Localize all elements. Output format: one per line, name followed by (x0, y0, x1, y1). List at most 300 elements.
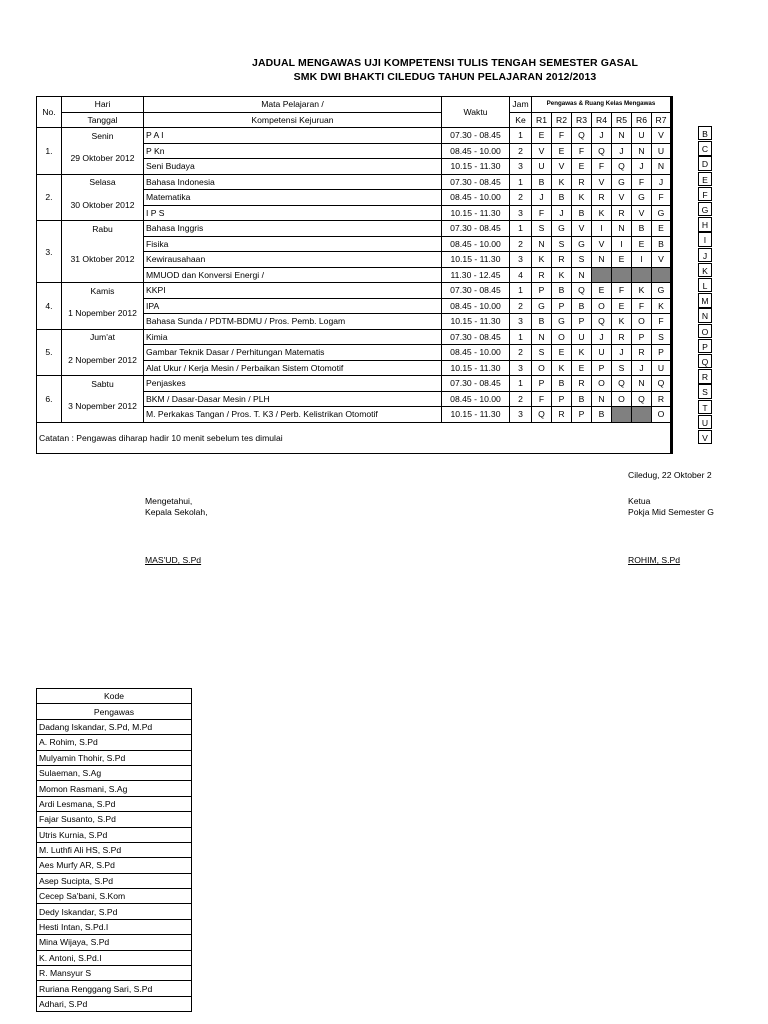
pengawas-name: Mina Wijaya, S.Pd (37, 935, 192, 950)
list-item (37, 812, 192, 827)
room-code-cell: K (572, 190, 592, 206)
side-letter: P (698, 339, 712, 353)
room-code-cell: K (552, 267, 572, 283)
room-code-cell: N (532, 329, 552, 345)
room-code-cell: O (632, 314, 652, 330)
room-code-cell (632, 267, 652, 283)
room-code-cell: K (572, 345, 592, 361)
room-code-cell: Q (592, 143, 612, 159)
time-cell: 08.45 - 10.00 (442, 236, 510, 252)
right-sign-line2: Pokja Mid Semester G (628, 507, 714, 517)
side-letter: H (698, 217, 712, 231)
subject-cell: Bahasa Inggris (144, 221, 442, 237)
subject-cell: Bahasa Sunda / PDTM-BDMU / Pros. Pemb. Logam (144, 314, 442, 330)
side-letter: C (698, 141, 712, 155)
left-sign-line1: Mengetahui, (145, 496, 193, 506)
room-code-cell: P (592, 360, 612, 376)
table-row (37, 143, 672, 159)
period-cell: 1 (510, 376, 532, 392)
side-letter: L (698, 278, 712, 292)
table-row (37, 190, 672, 206)
room-code-cell: F (532, 391, 552, 407)
table-row (37, 376, 672, 392)
room-code-cell (592, 267, 612, 283)
room-code-cell: U (632, 128, 652, 144)
room-code-cell: R (592, 190, 612, 206)
room-code-cell: G (532, 298, 552, 314)
room-code-cell: R (612, 205, 632, 221)
day-date: 31 Oktober 2012 (62, 236, 144, 283)
room-code-cell: F (652, 314, 672, 330)
period-cell: 3 (510, 252, 532, 268)
period-cell: 3 (510, 205, 532, 221)
time-cell: 10.15 - 11.30 (442, 159, 510, 175)
room-code-cell: F (572, 143, 592, 159)
list-item (37, 827, 192, 842)
pengawas-name: Dedy Iskandar, S.Pd (37, 904, 192, 919)
side-letter: E (698, 172, 712, 186)
room-code-cell: S (552, 236, 572, 252)
period-cell: 2 (510, 190, 532, 206)
room-code-cell: Q (612, 159, 632, 175)
header-room: R7 (652, 112, 672, 128)
subject-cell: KKPI (144, 283, 442, 299)
pengawas-header: Pengawas (37, 704, 192, 719)
pengawas-name: Cecep Sa'bani, S.Kom (37, 889, 192, 904)
header-jam: Jam (510, 97, 532, 113)
side-letter: Q (698, 354, 712, 368)
schedule-table (36, 96, 673, 454)
list-item (37, 966, 192, 981)
room-code-cell: I (592, 221, 612, 237)
room-code-cell: R (572, 174, 592, 190)
day-name: Rabu (62, 221, 144, 237)
day-number: 5. (37, 329, 62, 376)
pengawas-name: Adhari, S.Pd (37, 996, 192, 1011)
period-cell: 2 (510, 391, 532, 407)
time-cell: 10.15 - 11.30 (442, 360, 510, 376)
period-cell: 3 (510, 360, 532, 376)
room-code-cell: P (552, 298, 572, 314)
room-code-cell: J (632, 360, 652, 376)
room-code-cell: N (632, 143, 652, 159)
header-room: R5 (612, 112, 632, 128)
room-code-cell: I (632, 252, 652, 268)
room-code-cell: Q (632, 391, 652, 407)
room-code-cell: S (652, 329, 672, 345)
period-cell: 2 (510, 236, 532, 252)
side-letter: G (698, 202, 712, 216)
header-mapel: Mata Pelajaran / (144, 97, 442, 113)
room-code-cell: B (592, 407, 612, 423)
room-code-cell (632, 407, 652, 423)
room-code-cell: K (592, 205, 612, 221)
subject-cell: Kewirausahaan (144, 252, 442, 268)
time-cell: 07.30 - 08.45 (442, 128, 510, 144)
room-code-cell: N (632, 376, 652, 392)
room-code-cell: S (532, 345, 552, 361)
room-code-cell: E (632, 236, 652, 252)
side-letter: N (698, 308, 712, 322)
room-code-cell: U (652, 360, 672, 376)
side-letter: I (698, 232, 712, 246)
table-row (37, 221, 672, 237)
room-code-cell (612, 267, 632, 283)
room-code-cell: B (572, 205, 592, 221)
room-code-cell: P (552, 391, 572, 407)
room-code-cell: O (552, 329, 572, 345)
room-code-cell: N (612, 128, 632, 144)
subject-cell: BKM / Dasar-Dasar Mesin / PLH (144, 391, 442, 407)
list-item (37, 719, 192, 734)
pengawas-name: Fajar Susanto, S.Pd (37, 812, 192, 827)
room-code-cell: K (552, 360, 572, 376)
header-no: No. (37, 97, 62, 128)
period-cell: 3 (510, 407, 532, 423)
day-name: Sabtu (62, 376, 144, 392)
time-cell: 08.45 - 10.00 (442, 391, 510, 407)
header-room: R6 (632, 112, 652, 128)
header-kompetensi: Kompetensi Kejuruan (144, 112, 442, 128)
period-cell: 3 (510, 159, 532, 175)
room-code-cell: P (652, 345, 672, 361)
room-code-cell: N (652, 159, 672, 175)
room-code-cell: O (592, 376, 612, 392)
room-code-cell: B (652, 236, 672, 252)
subject-cell: Seni Budaya (144, 159, 442, 175)
room-code-cell: J (612, 345, 632, 361)
room-code-cell: F (532, 205, 552, 221)
room-code-cell (612, 407, 632, 423)
room-code-cell: J (652, 174, 672, 190)
room-code-cell: J (632, 159, 652, 175)
period-cell: 1 (510, 221, 532, 237)
room-code-cell: V (552, 159, 572, 175)
left-sign-line2: Kepala Sekolah, (145, 507, 208, 517)
period-cell: 3 (510, 314, 532, 330)
period-cell: 1 (510, 128, 532, 144)
room-code-cell: K (612, 314, 632, 330)
right-sign-line1: Ketua (628, 496, 651, 506)
room-code-cell: E (552, 345, 572, 361)
room-code-cell: B (572, 298, 592, 314)
subject-cell: Alat Ukur / Kerja Mesin / Perbaikan Sistem Otomotif (144, 360, 442, 376)
period-cell: 1 (510, 283, 532, 299)
room-code-cell: O (612, 391, 632, 407)
day-name: Kamis (62, 283, 144, 299)
time-cell: 10.15 - 11.30 (442, 205, 510, 221)
pengawas-name: K. Antoni, S.Pd.I (37, 950, 192, 965)
room-code-cell: J (592, 329, 612, 345)
header-row (37, 97, 672, 113)
subject-cell: Gambar Teknik Dasar / Perhitungan Matematis (144, 345, 442, 361)
room-code-cell: N (592, 252, 612, 268)
subject-cell: Bahasa Indonesia (144, 174, 442, 190)
pengawas-name: Asep Sucipta, S.Pd (37, 873, 192, 888)
period-cell: 2 (510, 345, 532, 361)
day-number: 1. (37, 128, 62, 175)
place-date: Ciledug, 22 Oktober 2 (628, 470, 712, 480)
subject-cell: IPA (144, 298, 442, 314)
room-code-cell: E (612, 252, 632, 268)
room-code-cell: K (652, 298, 672, 314)
room-code-cell: P (632, 329, 652, 345)
pengawas-name: Mulyamin Thohir, S.Pd (37, 750, 192, 765)
table-row (37, 236, 672, 252)
header-room: R2 (552, 112, 572, 128)
room-code-cell: O (532, 360, 552, 376)
room-code-cell: G (612, 174, 632, 190)
time-cell: 08.45 - 10.00 (442, 345, 510, 361)
room-code-cell: G (652, 205, 672, 221)
room-code-cell: B (572, 391, 592, 407)
list-item (37, 981, 192, 996)
pengawas-name: Ruriana Renggang Sari, S.Pd (37, 981, 192, 996)
room-code-cell: Q (612, 376, 632, 392)
time-cell: 11.30 - 12.45 (442, 267, 510, 283)
day-date: 1 Nopember 2012 (62, 298, 144, 329)
room-code-cell: G (552, 314, 572, 330)
pengawas-name: Sulaeman, S.Ag (37, 765, 192, 780)
period-cell: 4 (510, 267, 532, 283)
header-room: R4 (592, 112, 612, 128)
pengawas-name: M. Luthfi Ali HS, S.Pd (37, 842, 192, 857)
table-row (37, 345, 672, 361)
time-cell: 08.45 - 10.00 (442, 190, 510, 206)
list-item (37, 765, 192, 780)
room-code-cell: R (612, 329, 632, 345)
period-cell: 2 (510, 298, 532, 314)
table-row (37, 174, 672, 190)
room-code-cell: F (592, 159, 612, 175)
pengawas-name: A. Rohim, S.Pd (37, 735, 192, 750)
room-code-cell: K (632, 283, 652, 299)
day-date: 2 Nopember 2012 (62, 345, 144, 376)
document-subtitle: SMK DWI BHAKTI CILEDUG TAHUN PELAJARAN 2012/2013 (293, 71, 597, 83)
side-letter: V (698, 430, 712, 444)
room-code-cell (652, 267, 672, 283)
room-code-cell: P (532, 283, 552, 299)
time-cell: 07.30 - 08.45 (442, 283, 510, 299)
day-number: 6. (37, 376, 62, 423)
room-code-cell: R (552, 407, 572, 423)
pengawas-name: Aes Murfy AR, S.Pd (37, 858, 192, 873)
day-name: Senin (62, 128, 144, 144)
room-code-cell: Q (532, 407, 552, 423)
room-code-cell: B (532, 314, 552, 330)
table-row (37, 283, 672, 299)
header-row-2 (37, 112, 672, 128)
side-letter: K (698, 263, 712, 277)
list-item (37, 858, 192, 873)
side-letter: M (698, 293, 712, 307)
room-code-cell: G (652, 283, 672, 299)
room-code-cell: R (552, 252, 572, 268)
room-code-cell: E (572, 159, 592, 175)
time-cell: 07.30 - 08.45 (442, 174, 510, 190)
pengawas-name: Dadang Iskandar, S.Pd, M.Pd (37, 719, 192, 734)
time-cell: 07.30 - 08.45 (442, 329, 510, 345)
room-code-cell: V (632, 205, 652, 221)
day-number: 3. (37, 221, 62, 283)
list-item (37, 750, 192, 765)
room-code-cell: P (532, 376, 552, 392)
room-code-cell: V (652, 128, 672, 144)
room-code-cell: E (592, 283, 612, 299)
room-code-cell: K (552, 174, 572, 190)
table-row (37, 329, 672, 345)
time-cell: 10.15 - 11.30 (442, 314, 510, 330)
side-letter: B (698, 126, 712, 140)
table-row (37, 391, 672, 407)
header-hari: Hari (62, 97, 144, 113)
room-code-cell: B (552, 190, 572, 206)
room-code-cell: O (592, 298, 612, 314)
kode-header: Kode (37, 689, 192, 704)
room-code-cell: F (612, 283, 632, 299)
room-code-cell: S (572, 252, 592, 268)
period-cell: 2 (510, 143, 532, 159)
room-code-cell: J (592, 128, 612, 144)
day-name: Jum'at (62, 329, 144, 345)
room-code-cell: J (532, 190, 552, 206)
list-item (37, 873, 192, 888)
time-cell: 10.15 - 11.30 (442, 407, 510, 423)
side-letter: O (698, 324, 712, 338)
pengawas-name: Hesti Intan, S.Pd.I (37, 919, 192, 934)
room-code-cell: B (552, 376, 572, 392)
side-letter: T (698, 400, 712, 414)
list-item (37, 781, 192, 796)
side-letter: U (698, 415, 712, 429)
list-item (37, 735, 192, 750)
header-tanggal: Tanggal (62, 112, 144, 128)
room-code-cell: Q (572, 128, 592, 144)
list-item (37, 996, 192, 1011)
pengawas-name: R. Mansyur S (37, 966, 192, 981)
time-cell: 07.30 - 08.45 (442, 376, 510, 392)
side-letter: D (698, 156, 712, 170)
room-code-cell: E (612, 298, 632, 314)
header-waktu: Waktu (442, 97, 510, 128)
pengawas-name: Utris Kurnia, S.Pd (37, 827, 192, 842)
time-cell: 10.15 - 11.30 (442, 252, 510, 268)
side-letter: R (698, 369, 712, 383)
room-code-cell: S (612, 360, 632, 376)
period-cell: 1 (510, 329, 532, 345)
room-code-cell: Q (572, 283, 592, 299)
day-number: 2. (37, 174, 62, 221)
room-code-cell: E (572, 360, 592, 376)
subject-cell: P A I (144, 128, 442, 144)
list-item (37, 842, 192, 857)
room-code-cell: V (592, 236, 612, 252)
list-item (37, 796, 192, 811)
room-code-cell: N (532, 236, 552, 252)
room-code-cell: F (552, 128, 572, 144)
table-row (37, 298, 672, 314)
subject-cell: I P S (144, 205, 442, 221)
subject-cell: Fisika (144, 236, 442, 252)
kode-pengawas-table (36, 688, 192, 1012)
day-name: Selasa (62, 174, 144, 190)
room-code-cell: E (552, 143, 572, 159)
room-code-cell: O (652, 407, 672, 423)
room-code-cell: J (612, 143, 632, 159)
room-code-cell: R (632, 345, 652, 361)
room-code-cell: E (532, 128, 552, 144)
room-code-cell: V (612, 190, 632, 206)
room-code-cell: G (632, 190, 652, 206)
subject-cell: MMUOD dan Konversi Energi / (144, 267, 442, 283)
room-code-cell: I (612, 236, 632, 252)
left-sign-name: MAS'UD, S.Pd (145, 555, 202, 565)
room-code-cell: F (652, 190, 672, 206)
room-code-cell: B (632, 221, 652, 237)
room-code-cell: V (572, 221, 592, 237)
side-letter: S (698, 384, 712, 398)
header-room: R1 (532, 112, 552, 128)
subject-cell: Matematika (144, 190, 442, 206)
table-row (37, 128, 672, 144)
room-code-cell: Q (592, 314, 612, 330)
period-cell: 1 (510, 174, 532, 190)
room-code-cell: N (572, 267, 592, 283)
time-cell: 07.30 - 08.45 (442, 221, 510, 237)
room-code-cell: J (552, 205, 572, 221)
list-item (37, 935, 192, 950)
day-number: 4. (37, 283, 62, 330)
list-item (37, 950, 192, 965)
room-code-cell: N (612, 221, 632, 237)
room-code-cell: G (572, 236, 592, 252)
room-code-cell: P (572, 407, 592, 423)
room-code-cell: E (652, 221, 672, 237)
side-letter: F (698, 187, 712, 201)
room-code-cell: V (592, 174, 612, 190)
list-item (37, 919, 192, 934)
header-pengawas: Pengawas & Ruang Kelas Mengawas (532, 97, 672, 113)
pengawas-name: Momon Rasmani, S.Ag (37, 781, 192, 796)
room-code-cell: R (652, 391, 672, 407)
list-item (37, 889, 192, 904)
time-cell: 08.45 - 10.00 (442, 143, 510, 159)
room-code-cell: B (552, 283, 572, 299)
time-cell: 08.45 - 10.00 (442, 298, 510, 314)
list-item (37, 904, 192, 919)
day-date: 29 Oktober 2012 (62, 143, 144, 174)
room-code-cell: N (592, 391, 612, 407)
room-code-cell: R (572, 376, 592, 392)
room-code-cell: U (572, 329, 592, 345)
header-room: R3 (572, 112, 592, 128)
room-code-cell: Q (652, 376, 672, 392)
note-row (37, 422, 672, 453)
subject-cell: Penjaskes (144, 376, 442, 392)
room-code-cell: P (572, 314, 592, 330)
subject-cell: P Kn (144, 143, 442, 159)
room-code-cell: U (652, 143, 672, 159)
room-code-cell: U (592, 345, 612, 361)
side-letter: J (698, 248, 712, 262)
room-code-cell: F (632, 298, 652, 314)
right-sign-name: ROHIM, S.Pd (628, 555, 681, 565)
pengawas-name: Ardi Lesmana, S.Pd (37, 796, 192, 811)
room-code-cell: S (532, 221, 552, 237)
header-ke: Ke (510, 112, 532, 128)
room-code-cell: K (532, 252, 552, 268)
room-code-cell: B (532, 174, 552, 190)
